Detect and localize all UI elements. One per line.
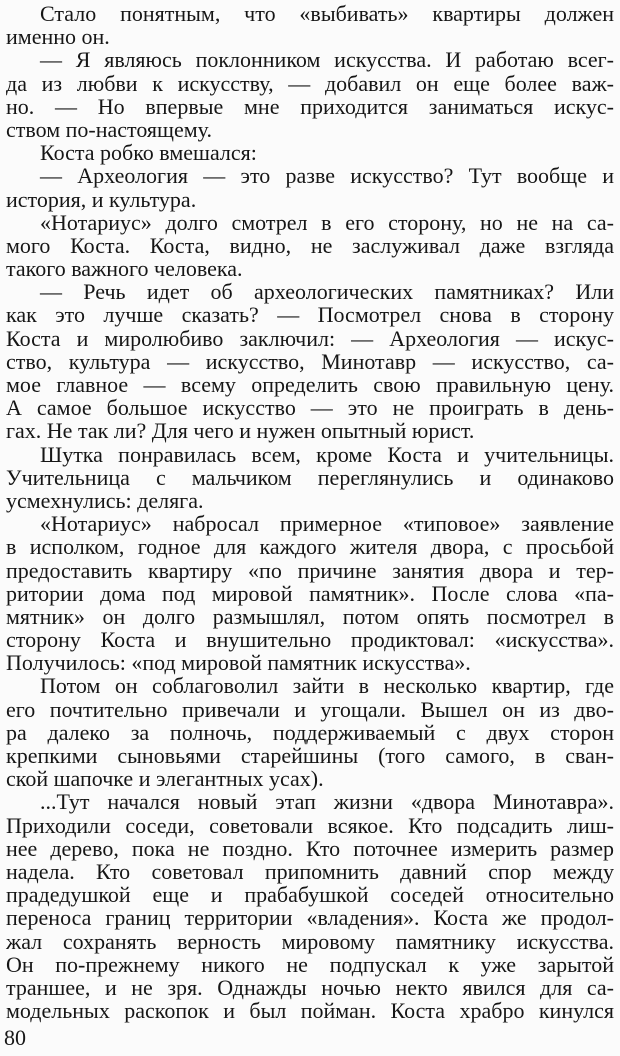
text-line: ской шапочке и элегантных усах). bbox=[6, 766, 324, 792]
text-line: траншее, и не зря. Однажды ночью некто явился для са- bbox=[6, 974, 614, 1000]
text-line: надела. Кто советовал припомнить давний спор между bbox=[6, 858, 614, 884]
text-line: ...Тут начался новый этап жизни «двора Минотавра». bbox=[40, 789, 614, 815]
text-line: мятник» он долго размышлял, потом опять посмотрел в bbox=[6, 603, 614, 629]
text-line: его почтительно привечали и угощали. Вышел он из дво- bbox=[6, 696, 614, 722]
text-line: ством по-настоящему. bbox=[6, 116, 212, 142]
text-line: жал сохранять верность мировому памятнику искусства. bbox=[6, 928, 614, 954]
text-line: Шутка понравилась всем, кроме Коста и учительницы. bbox=[40, 441, 614, 467]
text-line: Коста робко вмешался: bbox=[40, 140, 257, 166]
text-line: «Нотариус» долго смотрел в его сторону, но не на са- bbox=[40, 209, 614, 235]
text-line: мого Коста. Коста, видно, не заслуживал даже взгляда bbox=[6, 232, 614, 258]
text-line: именно он. bbox=[6, 24, 110, 50]
text-line: история, и культура. bbox=[6, 186, 197, 212]
text-line: в исполком, годное для каждого жителя двора, с просьбой bbox=[6, 534, 614, 560]
text-line: мое главное — всему определить свою правильную цену. bbox=[6, 372, 614, 397]
text-line: Приходили соседи, советовали всякое. Кто подсадить лиш- bbox=[6, 812, 614, 838]
text-line: ритории дома под мировой памятник». После слова «па- bbox=[6, 580, 614, 606]
text-line: предоставить квартиру «по причине занятия двора и тер- bbox=[6, 557, 614, 583]
text-line: Он по-прежнему никого не подпускал к уже зарытой bbox=[6, 951, 614, 977]
text-line: переноса границ территории «владения». Коста же продол- bbox=[6, 905, 614, 931]
text-line: но. — Но впервые мне приходится заниматься искус- bbox=[6, 93, 614, 119]
text-line: ство, культура — искусство, Минотавр — искусство, са- bbox=[6, 348, 614, 374]
text-line: нее дерево, пока не поздно. Кто поточнее измерить размер bbox=[6, 835, 614, 861]
text-line: прадедушкой еще и прабабушкой соседей относительно bbox=[6, 882, 614, 908]
text-line: — Речь идет об археологических памятниках? Или bbox=[40, 279, 614, 305]
text-line: гах. Не так ли? Для чего и нужен опытный юрист. bbox=[6, 418, 475, 444]
text-line: Стало понятным, что «выбивать» квартиры должен bbox=[40, 1, 614, 26]
text-line: А самое большое искусство — это не проиграть в день- bbox=[6, 395, 614, 421]
text-line: модельных раскопок и был пойман. Коста храбро кинулся bbox=[6, 998, 614, 1024]
text-line: — Археология — это разве искусство? Тут вообще и bbox=[40, 163, 614, 189]
text-line: как это лучше сказать? — Посмотрел снова в сторону bbox=[6, 302, 614, 328]
text-line: крепкими сыновьями старейшины (того самого, в сван- bbox=[6, 743, 614, 768]
text-line: Коста и миролюбиво заключил: — Археология — искус- bbox=[6, 325, 614, 351]
text-line: такого важного человека. bbox=[6, 256, 243, 282]
text-line: — Я являюсь поклонником искусства. И работаю всег- bbox=[40, 47, 614, 73]
text-line: да из любви к искусству, — добавил он еще более важ- bbox=[6, 70, 614, 96]
page-number: 80 bbox=[4, 1025, 26, 1050]
text-line: ра далеко за полночь, поддерживаемый с двух сторон bbox=[6, 719, 614, 745]
text-line: Учительница с мальчиком переглянулись и одинаково bbox=[6, 464, 614, 490]
body-text bbox=[6, 2, 614, 1022]
text-line: сторону Коста и внушительно продиктовал: «искусства». bbox=[6, 627, 614, 653]
text-line: Получилось: «под мировой памятник искусства». bbox=[6, 650, 471, 676]
text-line: усмехнулись: деляга. bbox=[6, 487, 204, 513]
text-line: Потом он соблаговолил зайти в несколько квартир, где bbox=[40, 673, 614, 699]
text-line: «Нотариус» набросал примерное «типовое» заявление bbox=[40, 511, 614, 537]
